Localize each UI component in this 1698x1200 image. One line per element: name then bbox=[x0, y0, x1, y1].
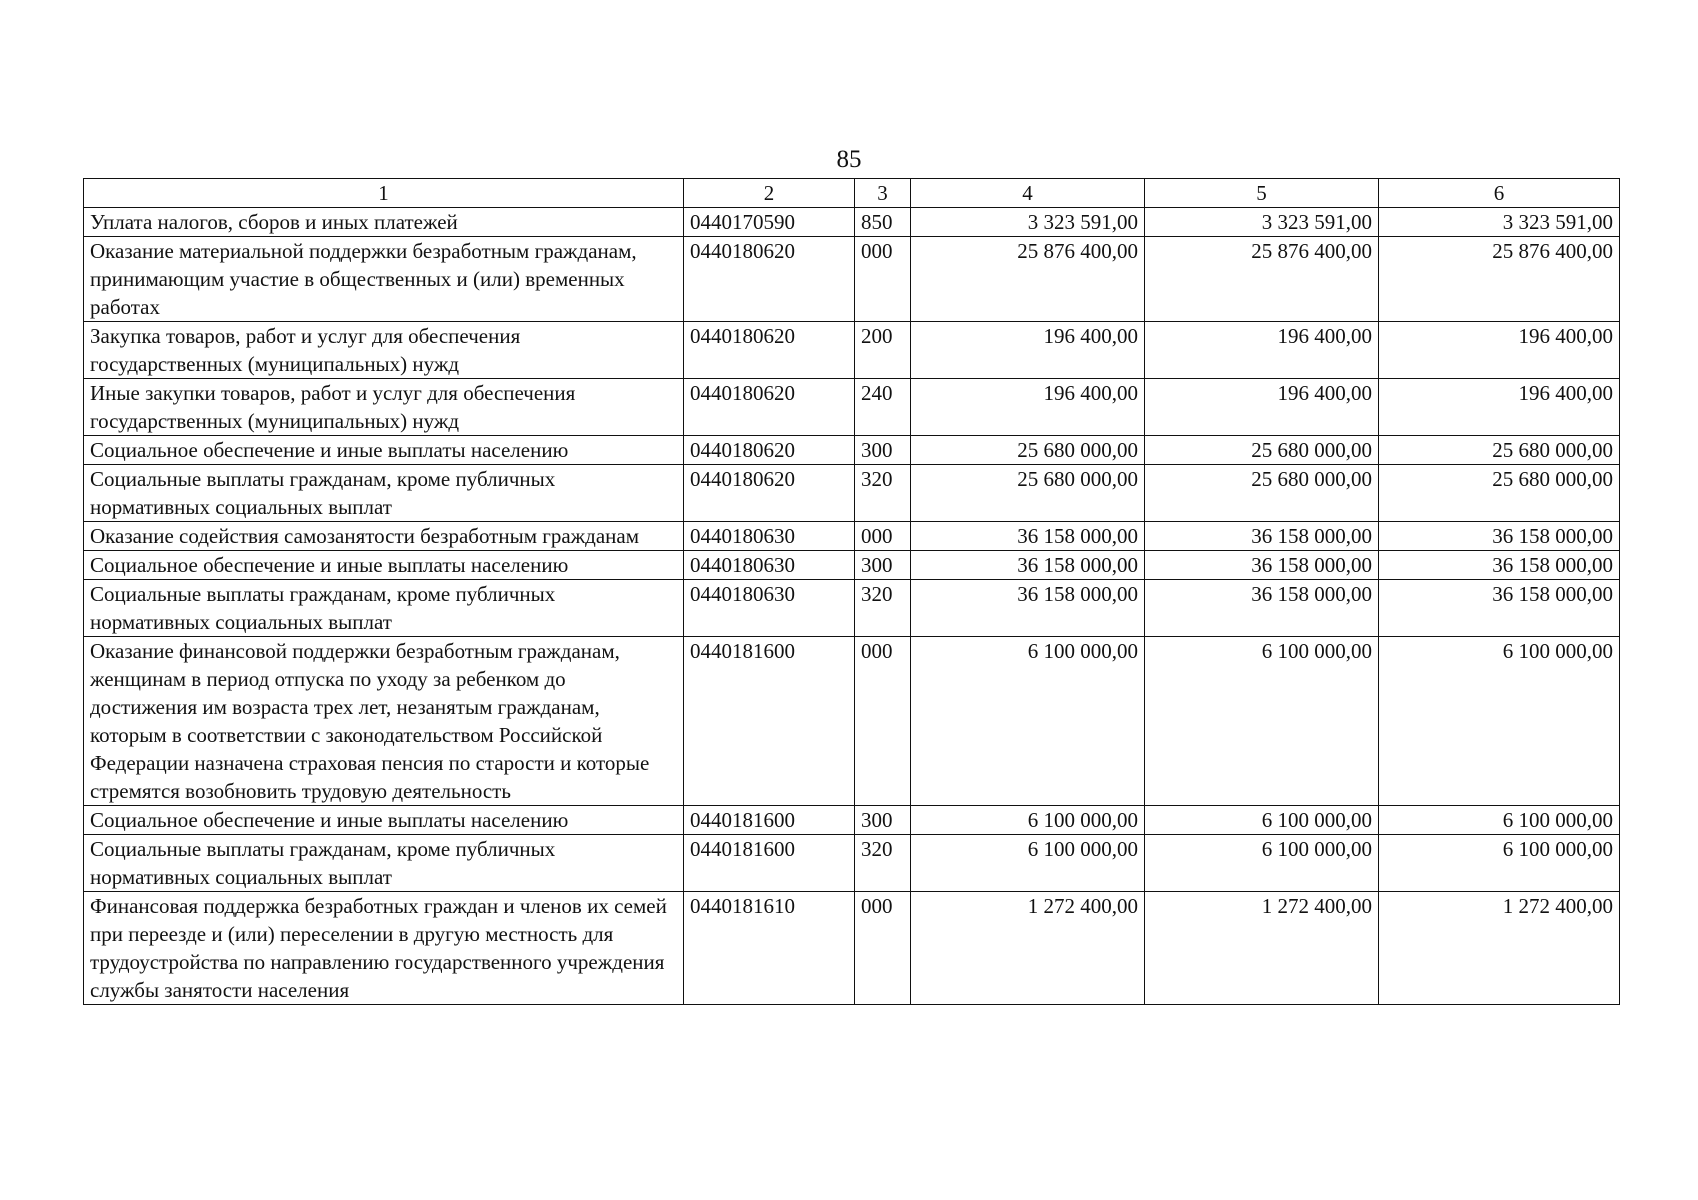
row-target-code: 0440180620 bbox=[684, 465, 855, 522]
row-amount-6: 25 680 000,00 bbox=[1379, 465, 1620, 522]
table-row bbox=[84, 522, 1620, 551]
row-name: Социальные выплаты гражданам, кроме публичных нормативных социальных выплат bbox=[84, 465, 684, 522]
row-amount-4: 25 876 400,00 bbox=[911, 237, 1145, 322]
row-amount-6: 6 100 000,00 bbox=[1379, 806, 1620, 835]
row-expense-type: 300 bbox=[855, 806, 911, 835]
row-expense-type: 200 bbox=[855, 322, 911, 379]
row-amount-4: 6 100 000,00 bbox=[911, 835, 1145, 892]
row-amount-5: 25 680 000,00 bbox=[1145, 465, 1379, 522]
row-amount-5: 36 158 000,00 bbox=[1145, 551, 1379, 580]
table-row bbox=[84, 806, 1620, 835]
row-target-code: 0440180630 bbox=[684, 580, 855, 637]
row-name: Социальное обеспечение и иные выплаты населению bbox=[84, 806, 684, 835]
row-amount-6: 6 100 000,00 bbox=[1379, 835, 1620, 892]
row-amount-5: 6 100 000,00 bbox=[1145, 835, 1379, 892]
row-target-code: 0440181600 bbox=[684, 806, 855, 835]
row-target-code: 0440180630 bbox=[684, 522, 855, 551]
column-header-2: 2 bbox=[684, 179, 855, 208]
table-row bbox=[84, 580, 1620, 637]
row-amount-5: 6 100 000,00 bbox=[1145, 806, 1379, 835]
column-header-5: 5 bbox=[1145, 179, 1379, 208]
row-expense-type: 000 bbox=[855, 237, 911, 322]
row-amount-6: 36 158 000,00 bbox=[1379, 580, 1620, 637]
row-amount-4: 196 400,00 bbox=[911, 379, 1145, 436]
row-expense-type: 240 bbox=[855, 379, 911, 436]
row-name: Социальное обеспечение и иные выплаты населению bbox=[84, 551, 684, 580]
row-target-code: 0440181600 bbox=[684, 835, 855, 892]
budget-table bbox=[83, 178, 1620, 1005]
row-expense-type: 300 bbox=[855, 436, 911, 465]
row-amount-5: 196 400,00 bbox=[1145, 379, 1379, 436]
column-header-6: 6 bbox=[1379, 179, 1620, 208]
row-name: Оказание материальной поддержки безработным гражданам, принимающим участие в общественных и (или) временных работах bbox=[84, 237, 684, 322]
row-target-code: 0440181610 bbox=[684, 892, 855, 1005]
row-name: Закупка товаров, работ и услуг для обеспечения государственных (муниципальных) нужд bbox=[84, 322, 684, 379]
row-expense-type: 000 bbox=[855, 637, 911, 806]
row-amount-4: 36 158 000,00 bbox=[911, 522, 1145, 551]
row-name: Социальные выплаты гражданам, кроме публичных нормативных социальных выплат bbox=[84, 835, 684, 892]
row-amount-5: 25 876 400,00 bbox=[1145, 237, 1379, 322]
row-amount-5: 6 100 000,00 bbox=[1145, 637, 1379, 806]
row-amount-5: 196 400,00 bbox=[1145, 322, 1379, 379]
row-amount-4: 3 323 591,00 bbox=[911, 208, 1145, 237]
row-amount-6: 25 876 400,00 bbox=[1379, 237, 1620, 322]
row-expense-type: 000 bbox=[855, 522, 911, 551]
row-name: Финансовая поддержка безработных граждан и членов их семей при переезде и (или) переселении в другую местность для трудоустройства по направлению государственного учреждения службы занятости населения bbox=[84, 892, 684, 1005]
row-expense-type: 320 bbox=[855, 465, 911, 522]
row-amount-4: 196 400,00 bbox=[911, 322, 1145, 379]
row-target-code: 0440170590 bbox=[684, 208, 855, 237]
row-name: Уплата налогов, сборов и иных платежей bbox=[84, 208, 684, 237]
table-row bbox=[84, 379, 1620, 436]
row-target-code: 0440180620 bbox=[684, 379, 855, 436]
row-name: Социальные выплаты гражданам, кроме публичных нормативных социальных выплат bbox=[84, 580, 684, 637]
row-name: Иные закупки товаров, работ и услуг для обеспечения государственных (муниципальных) нужд bbox=[84, 379, 684, 436]
column-header-1: 1 bbox=[84, 179, 684, 208]
table-row bbox=[84, 436, 1620, 465]
row-expense-type: 320 bbox=[855, 835, 911, 892]
row-amount-6: 36 158 000,00 bbox=[1379, 522, 1620, 551]
table-row bbox=[84, 322, 1620, 379]
row-amount-4: 36 158 000,00 bbox=[911, 580, 1145, 637]
row-amount-6: 1 272 400,00 bbox=[1379, 892, 1620, 1005]
row-amount-6: 3 323 591,00 bbox=[1379, 208, 1620, 237]
row-amount-4: 6 100 000,00 bbox=[911, 806, 1145, 835]
column-header-4: 4 bbox=[911, 179, 1145, 208]
row-target-code: 0440181600 bbox=[684, 637, 855, 806]
column-header-3: 3 bbox=[855, 179, 911, 208]
row-amount-6: 25 680 000,00 bbox=[1379, 436, 1620, 465]
row-expense-type: 320 bbox=[855, 580, 911, 637]
page-number: 85 bbox=[836, 146, 862, 173]
row-expense-type: 850 bbox=[855, 208, 911, 237]
row-amount-5: 36 158 000,00 bbox=[1145, 522, 1379, 551]
row-amount-5: 3 323 591,00 bbox=[1145, 208, 1379, 237]
row-amount-6: 196 400,00 bbox=[1379, 322, 1620, 379]
row-amount-4: 1 272 400,00 bbox=[911, 892, 1145, 1005]
table-row bbox=[84, 835, 1620, 892]
row-name: Оказание содействия самозанятости безработным гражданам bbox=[84, 522, 684, 551]
row-expense-type: 300 bbox=[855, 551, 911, 580]
row-name: Оказание финансовой поддержки безработным гражданам, женщинам в период отпуска по уходу за ребенком до достижения им возраста трех лет, незанятым гражданам, которым в соответствии с законодательством Российской Федерации назначена страховая пенсия по старости и которые стремятся возобновить трудовую деятельность bbox=[84, 637, 684, 806]
header-row bbox=[84, 179, 1620, 208]
row-target-code: 0440180620 bbox=[684, 237, 855, 322]
row-target-code: 0440180620 bbox=[684, 322, 855, 379]
row-name: Социальное обеспечение и иные выплаты населению bbox=[84, 436, 684, 465]
row-expense-type: 000 bbox=[855, 892, 911, 1005]
table-row bbox=[84, 465, 1620, 522]
row-amount-6: 36 158 000,00 bbox=[1379, 551, 1620, 580]
row-amount-4: 25 680 000,00 bbox=[911, 465, 1145, 522]
row-amount-6: 196 400,00 bbox=[1379, 379, 1620, 436]
row-target-code: 0440180620 bbox=[684, 436, 855, 465]
row-amount-5: 1 272 400,00 bbox=[1145, 892, 1379, 1005]
row-amount-4: 25 680 000,00 bbox=[911, 436, 1145, 465]
row-amount-5: 25 680 000,00 bbox=[1145, 436, 1379, 465]
row-amount-6: 6 100 000,00 bbox=[1379, 637, 1620, 806]
table-row bbox=[84, 892, 1620, 1005]
row-amount-4: 6 100 000,00 bbox=[911, 637, 1145, 806]
row-amount-4: 36 158 000,00 bbox=[911, 551, 1145, 580]
row-amount-5: 36 158 000,00 bbox=[1145, 580, 1379, 637]
table-row bbox=[84, 237, 1620, 322]
table-row bbox=[84, 551, 1620, 580]
table-row bbox=[84, 637, 1620, 806]
table-row bbox=[84, 208, 1620, 237]
row-target-code: 0440180630 bbox=[684, 551, 855, 580]
